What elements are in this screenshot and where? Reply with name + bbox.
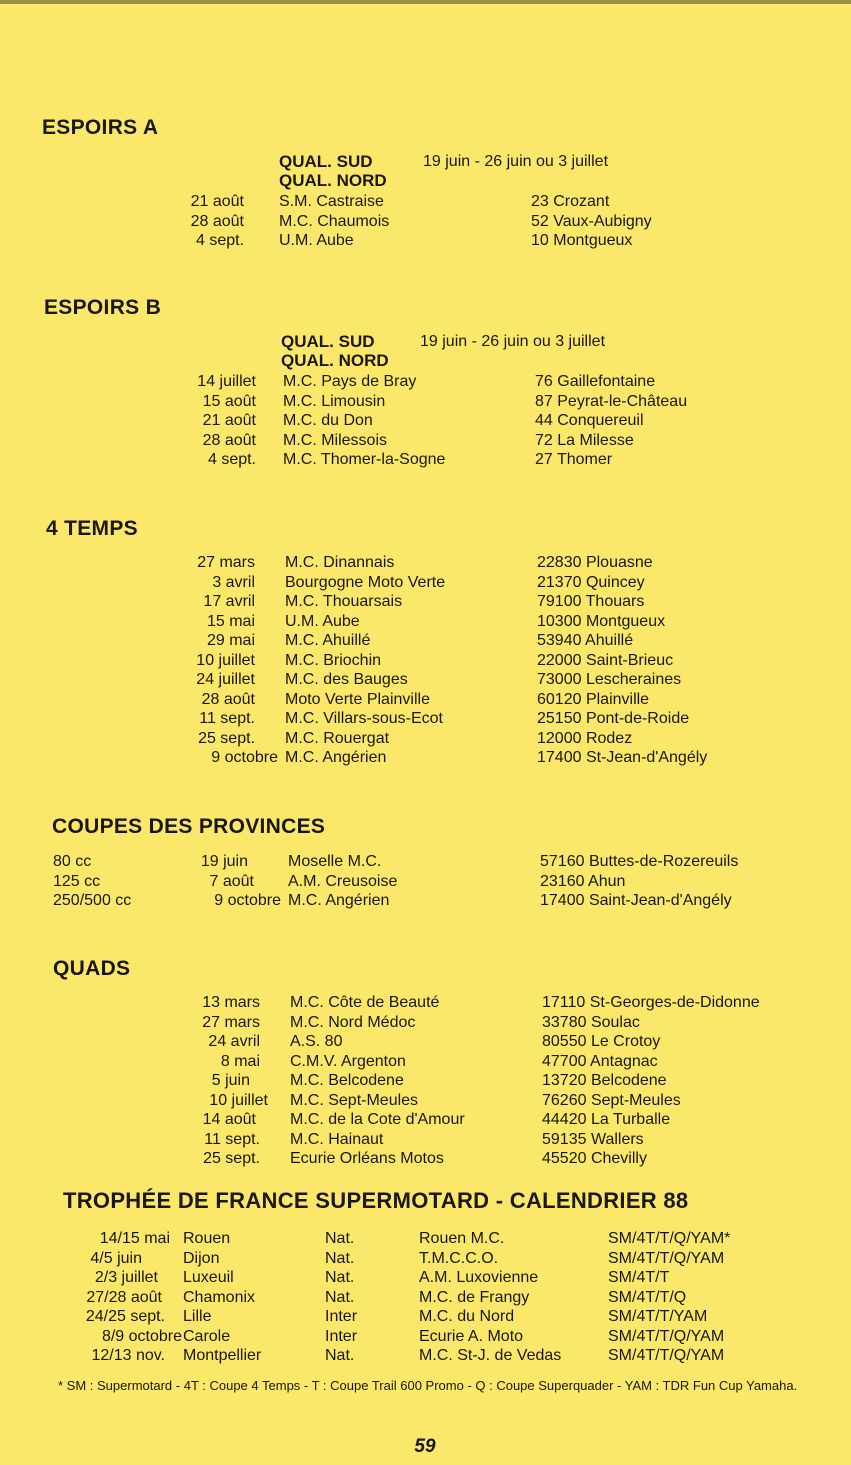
list-item: [0, 993, 851, 1013]
trophee-type: Nat.: [325, 1288, 355, 1306]
event-club: M.C. Dinannais: [285, 554, 395, 571]
event-category: 125 cc: [53, 872, 101, 890]
event-club: M.C. Villars-sous-Ecot: [285, 710, 443, 727]
event-club: M.C. Nord Médoc: [290, 1013, 416, 1031]
event-place: 76 Gaillefontaine: [535, 373, 656, 390]
event-club: M.C. Thomer-la-Sogne: [283, 451, 446, 468]
trophee-club: Rouen M.C.: [419, 1230, 505, 1247]
table-row: [0, 1229, 851, 1249]
trophee-categories: SM/4T/T/YAM: [608, 1308, 708, 1325]
event-club: A.M. Creusoise: [288, 872, 398, 890]
trophee-categories: SM/4T/T/Q/YAM: [608, 1327, 725, 1345]
espoirs-a-list: [0, 192, 851, 251]
event-club: C.M.V. Argenton: [290, 1052, 406, 1070]
event-date: 11 sept.: [204, 1130, 260, 1148]
trophee-type: Inter: [325, 1327, 358, 1345]
event-date: 8 mai: [220, 1052, 260, 1070]
event-place: 72 La Milesse: [535, 431, 634, 449]
list-item: [0, 1130, 851, 1150]
event-place: 53940 Ahuillé: [537, 632, 634, 649]
event-date: 29 mai: [206, 632, 255, 649]
event-date: 14 août: [202, 1111, 256, 1128]
event-date: 9 octobre: [214, 892, 281, 909]
trophee-list: [0, 1229, 851, 1366]
event-club: Moselle M.C.: [288, 853, 382, 870]
espoirs-b-title: ESPOIRS B: [44, 296, 162, 319]
event-date: 21 août: [202, 412, 256, 429]
event-club: Ecurie Orléans Motos: [290, 1150, 444, 1167]
event-place: 76260 Sept-Meules: [542, 1091, 681, 1109]
event-date: 5 juin: [211, 1072, 250, 1089]
event-club: M.C. de la Cote d'Amour: [290, 1111, 465, 1128]
event-date: 4 sept.: [207, 451, 256, 468]
trophee-date: 14/15 mai: [99, 1230, 170, 1247]
trophee-city: Chamonix: [183, 1288, 256, 1306]
event-date: 7 août: [209, 872, 254, 890]
event-club: U.M. Aube: [279, 232, 354, 249]
list-item: [0, 1149, 851, 1169]
event-date: 21 août: [190, 193, 244, 210]
footnote: * SM : Supermotard - 4T : Coupe 4 Temps - T : Coupe Trail 600 Promo - Q : Coupe Superquader - YAM : TDR Fun Cup Yamaha.: [58, 1378, 798, 1393]
event-place: 17400 Saint-Jean-d'Angély: [540, 892, 732, 909]
list-item: [0, 612, 851, 632]
list-item: [0, 631, 851, 651]
quads-list: [0, 993, 851, 1169]
trophee-city: Carole: [183, 1327, 231, 1345]
trophee-city: Lille: [183, 1308, 212, 1325]
event-place: 45520 Chevilly: [542, 1150, 647, 1167]
list-item: [0, 729, 851, 749]
event-date: 15 août: [202, 392, 256, 410]
event-place: 44420 La Turballe: [542, 1111, 671, 1128]
event-place: 10300 Montgueux: [537, 612, 666, 630]
event-club: M.C. Ahuillé: [285, 632, 371, 649]
event-club: M.C. Briochin: [285, 651, 382, 669]
event-club: M.C. Limousin: [283, 392, 386, 410]
event-date: 14 juillet: [197, 373, 256, 390]
list-item: [0, 1071, 851, 1091]
trophee-type: Nat.: [325, 1230, 355, 1247]
top-border: [0, 0, 851, 4]
quads-title: QUADS: [53, 957, 131, 980]
espoirs-b-qual-dates: 19 juin - 26 juin ou 3 juillet: [420, 333, 606, 350]
event-place: 17110 St-Georges-de-Didonne: [542, 994, 760, 1011]
event-club: M.C. des Bauges: [285, 671, 408, 688]
trophee-club: T.M.C.C.O.: [419, 1249, 499, 1267]
espoirs-a-qual-dates: 19 juin - 26 juin ou 3 juillet: [423, 153, 609, 170]
event-place: 57160 Buttes-de-Rozereuils: [540, 853, 739, 870]
trophee-type: Inter: [325, 1308, 358, 1325]
event-date: 4 sept.: [195, 232, 244, 249]
event-club: Bourgogne Moto Verte: [285, 573, 446, 591]
event-club: M.C. Hainaut: [290, 1130, 384, 1148]
espoirs-a-qual-sud: QUAL. SUD: [279, 152, 373, 171]
table-row: [0, 1346, 851, 1366]
event-date: 24 juillet: [196, 671, 255, 688]
event-date: 25 sept.: [203, 1150, 260, 1167]
trophee-club: M.C. de Frangy: [419, 1288, 530, 1306]
list-item: [0, 1110, 851, 1130]
coupes-list: [0, 852, 851, 911]
event-club: U.M. Aube: [285, 612, 360, 630]
list-item: [0, 392, 851, 412]
trophee-date: 24/25 sept.: [85, 1308, 165, 1325]
table-row: [0, 1249, 851, 1269]
list-item: [0, 372, 851, 392]
event-place: 73000 Lescheraines: [537, 671, 682, 688]
event-date: 24 avril: [208, 1033, 260, 1050]
event-place: 80550 Le Crotoy: [542, 1033, 661, 1050]
event-place: 27 Thomer: [535, 451, 613, 468]
trophee-date: 12/13 nov.: [91, 1347, 165, 1364]
list-item: [0, 573, 851, 593]
trophee-categories: SM/4T/T/Q/YAM: [608, 1347, 725, 1364]
event-place: 47700 Antagnac: [542, 1052, 658, 1070]
event-date: 27 mars: [202, 1013, 260, 1031]
trophee-date: 27/28 août: [86, 1288, 162, 1306]
event-club: M.C. Milessois: [283, 431, 388, 449]
list-item: [0, 852, 851, 872]
event-club: M.C. Pays de Bray: [283, 373, 417, 390]
event-club: M.C. Rouergat: [285, 729, 390, 747]
trophee-city: Rouen: [183, 1230, 231, 1247]
event-place: 33780 Soulac: [542, 1013, 640, 1031]
list-item: [0, 431, 851, 451]
espoirs-b-qual-nord: QUAL. NORD: [281, 351, 389, 370]
trophee-categories: SM/4T/T/Q: [608, 1288, 687, 1306]
espoirs-b-list: [0, 372, 851, 470]
event-club: M.C. Belcodene: [290, 1072, 404, 1089]
event-place: 17400 St-Jean-d'Angély: [537, 749, 708, 766]
trophee-title: TROPHÉE DE FRANCE SUPERMOTARD - CALENDRIER 88: [63, 1188, 689, 1213]
event-date: 28 août: [201, 690, 255, 708]
list-item: [0, 411, 851, 431]
event-club: M.C. Thouarsais: [285, 593, 403, 610]
event-date: 25 sept.: [198, 729, 255, 747]
list-item: [0, 231, 851, 251]
trophee-city: Luxeuil: [183, 1269, 234, 1286]
event-club: M.C. Angérien: [288, 892, 390, 909]
event-date: 10 juillet: [196, 651, 255, 669]
trophee-city: Dijon: [183, 1249, 220, 1267]
list-item: [0, 592, 851, 612]
trophee-categories: SM/4T/T/Q/YAM: [608, 1249, 725, 1267]
event-date: 9 octobre: [211, 749, 278, 766]
trophee-type: Nat.: [325, 1347, 355, 1364]
event-club: Moto Verte Plainville: [285, 690, 430, 708]
event-date: 27 mars: [197, 554, 255, 571]
event-place: 23 Crozant: [531, 193, 610, 210]
event-date: 17 avril: [203, 593, 255, 610]
list-item: [0, 872, 851, 892]
event-place: 44 Conquereuil: [535, 412, 644, 429]
event-club: M.C. Côte de Beauté: [290, 994, 440, 1011]
event-date: 11 sept.: [199, 710, 255, 727]
event-place: 13720 Belcodene: [542, 1072, 667, 1089]
trophee-type: Nat.: [325, 1249, 355, 1267]
trophee-club: M.C. St-J. de Vedas: [419, 1347, 562, 1364]
trophee-city: Montpellier: [183, 1347, 262, 1364]
list-item: [0, 670, 851, 690]
trophee-date: 8/9 octobre: [101, 1327, 182, 1345]
quatre-temps-list: [0, 553, 851, 768]
event-place: 52 Vaux-Aubigny: [531, 212, 652, 230]
event-club: A.S. 80: [290, 1033, 343, 1050]
list-item: [0, 690, 851, 710]
coupes-title: COUPES DES PROVINCES: [52, 815, 326, 838]
list-item: [0, 1052, 851, 1072]
event-place: 25150 Pont-de-Roide: [537, 710, 690, 727]
event-date: 28 août: [202, 431, 256, 449]
espoirs-b-qual-sud: QUAL. SUD: [281, 332, 375, 351]
list-item: [0, 1032, 851, 1052]
trophee-club: Ecurie A. Moto: [419, 1327, 524, 1345]
event-place: 59135 Wallers: [542, 1130, 644, 1148]
list-item: [0, 748, 851, 768]
table-row: [0, 1327, 851, 1347]
event-category: 250/500 cc: [53, 892, 132, 909]
event-date: 28 août: [190, 212, 244, 230]
event-club: M.C. Angérien: [285, 749, 387, 766]
trophee-club: M.C. du Nord: [419, 1308, 515, 1325]
event-club: M.C. du Don: [283, 412, 373, 429]
list-item: [0, 553, 851, 573]
list-item: [0, 212, 851, 232]
event-place: 12000 Rodez: [537, 729, 633, 747]
trophee-type: Nat.: [325, 1269, 355, 1286]
event-place: 23160 Ahun: [540, 872, 626, 890]
event-club: M.C. Sept-Meules: [290, 1091, 419, 1109]
event-club: S.M. Castraise: [279, 193, 384, 210]
table-row: [0, 1268, 851, 1288]
trophee-date: 2/3 juillet: [94, 1269, 158, 1286]
event-club: M.C. Chaumois: [279, 212, 390, 230]
list-item: [0, 1013, 851, 1033]
trophee-club: A.M. Luxovienne: [419, 1269, 539, 1286]
trophee-categories: SM/4T/T: [608, 1269, 670, 1286]
trophee-date: 4/5 juin: [90, 1249, 142, 1267]
event-date: 10 juillet: [209, 1091, 268, 1109]
espoirs-a-qual-nord: QUAL. NORD: [279, 171, 387, 190]
table-row: [0, 1307, 851, 1327]
event-place: 22000 Saint-Brieuc: [537, 651, 674, 669]
list-item: [0, 192, 851, 212]
list-item: [0, 651, 851, 671]
list-item: [0, 450, 851, 470]
list-item: [0, 891, 851, 911]
quatre-temps-title: 4 TEMPS: [46, 517, 138, 540]
event-place: 10 Montgueux: [531, 232, 633, 249]
event-date: 13 mars: [202, 994, 260, 1011]
event-place: 87 Peyrat-le-Château: [535, 392, 688, 410]
event-date: 3 avril: [212, 573, 255, 591]
event-place: 21370 Quincey: [537, 573, 645, 591]
list-item: [0, 1091, 851, 1111]
espoirs-a-title: ESPOIRS A: [42, 116, 159, 139]
trophee-categories: SM/4T/T/Q/YAM*: [608, 1230, 731, 1247]
event-date: 15 mai: [206, 612, 255, 630]
event-date: 19 juin: [200, 853, 248, 870]
page-number: 59: [414, 1436, 436, 1457]
list-item: [0, 709, 851, 729]
event-place: 22830 Plouasne: [537, 554, 653, 571]
event-place: 60120 Plainville: [537, 690, 650, 708]
table-row: [0, 1288, 851, 1308]
event-place: 79100 Thouars: [537, 593, 645, 610]
event-category: 80 cc: [53, 853, 92, 870]
